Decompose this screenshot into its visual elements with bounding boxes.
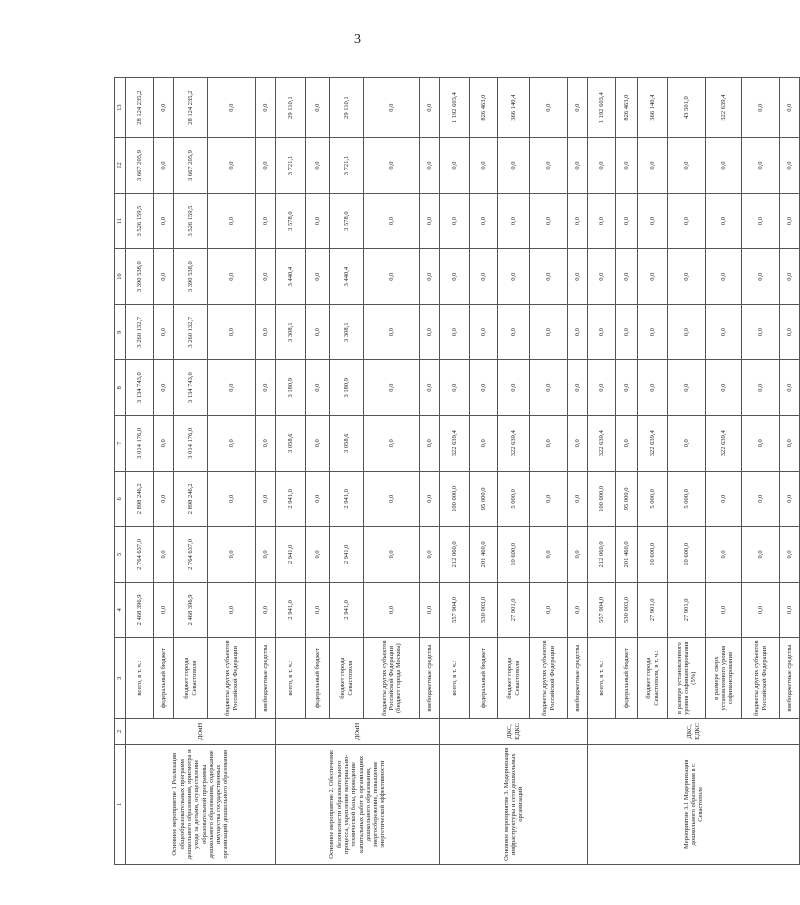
amount-cell: 0,0 (616, 249, 638, 305)
amount-cell: 0,0 (588, 360, 616, 416)
amount-cell: 0,0 (364, 471, 420, 527)
amount-cell: 0,0 (568, 416, 588, 472)
amount-cell: 0,0 (154, 471, 174, 527)
amount-cell: 0,0 (668, 138, 706, 194)
funding-source: федеральный бюджет (470, 638, 498, 719)
amount-cell: 0,0 (706, 360, 742, 416)
amount-cell: 0,0 (420, 304, 440, 360)
amount-cell: 3 721,1 (276, 138, 306, 194)
amount-cell: 322 639,4 (588, 416, 616, 472)
amount-cell: 0,0 (742, 138, 780, 194)
amount-cell: 0,0 (420, 78, 440, 138)
amount-cell: 0,0 (208, 416, 256, 472)
amount-cell: 0,0 (706, 138, 742, 194)
header-cell: 9 (115, 304, 126, 360)
amount-cell: 0,0 (154, 249, 174, 305)
amount-cell: 1 192 603,4 (440, 78, 470, 138)
header-cell: 7 (115, 416, 126, 472)
amount-cell: 0,0 (616, 304, 638, 360)
amount-cell: 3 721,1 (330, 138, 364, 194)
amount-cell: 0,0 (780, 360, 800, 416)
amount-cell: 3 390 538,0 (126, 249, 154, 305)
amount-cell: 366 140,4 (498, 78, 530, 138)
amount-cell: 2 898 246,2 (174, 471, 208, 527)
header-cell: 2 (115, 719, 126, 744)
amount-cell: 0,0 (568, 304, 588, 360)
event-executor: ДКС, ЕДКС (588, 719, 800, 744)
amount-cell: 2 941,0 (330, 527, 364, 583)
amount-cell: 530 003,0 (616, 582, 638, 638)
amount-cell: 0,0 (420, 527, 440, 583)
amount-cell: 0,0 (208, 78, 256, 138)
page-number: 3 (354, 32, 361, 47)
amount-cell: 28 124 235,2 (126, 78, 154, 138)
budget-table (114, 77, 800, 865)
amount-cell: 0,0 (364, 249, 420, 305)
amount-cell: 0,0 (588, 193, 616, 249)
event-name: Мероприятие 3.1 Модернизация дошкольного образования в г. Севастополе (588, 744, 800, 864)
amount-cell: 29 110,1 (276, 78, 306, 138)
amount-cell: 2 468 396,9 (126, 582, 154, 638)
amount-cell: 3 526 159,5 (174, 193, 208, 249)
funding-source: внебюджетные средства (568, 638, 588, 719)
amount-cell: 0,0 (530, 304, 568, 360)
amount-cell: 0,0 (440, 304, 470, 360)
amount-cell: 0,0 (256, 304, 276, 360)
amount-cell: 0,0 (306, 416, 330, 472)
amount-cell: 0,0 (616, 138, 638, 194)
amount-cell: 3 134 743,0 (174, 360, 208, 416)
amount-cell: 0,0 (440, 193, 470, 249)
amount-cell: 0,0 (470, 360, 498, 416)
funding-source: всего, в т. ч.: (440, 638, 470, 719)
amount-cell: 557 904,0 (588, 582, 616, 638)
funding-source: внебюджетные средства (780, 638, 800, 719)
amount-cell: 0,0 (306, 78, 330, 138)
amount-cell: 3 014 176,0 (126, 416, 154, 472)
funding-source: бюджеты других субъектов Российской Федерации (742, 638, 780, 719)
amount-cell: 0,0 (306, 471, 330, 527)
amount-cell: 0,0 (616, 193, 638, 249)
amount-cell: 0,0 (208, 193, 256, 249)
amount-cell: 0,0 (208, 471, 256, 527)
amount-cell: 0,0 (208, 304, 256, 360)
amount-cell: 3 440,4 (276, 249, 306, 305)
amount-cell: 0,0 (256, 249, 276, 305)
amount-cell: 322 639,4 (498, 416, 530, 472)
amount-cell: 0,0 (780, 249, 800, 305)
amount-cell: 0,0 (420, 193, 440, 249)
amount-cell: 0,0 (638, 249, 668, 305)
amount-cell: 0,0 (668, 360, 706, 416)
amount-cell: 826 463,0 (470, 78, 498, 138)
amount-cell: 0,0 (706, 527, 742, 583)
amount-cell: 201 460,0 (470, 527, 498, 583)
amount-cell: 100 000,0 (588, 471, 616, 527)
amount-cell: 0,0 (530, 527, 568, 583)
amount-cell: 5 000,0 (498, 471, 530, 527)
rotated-table-wrapper (114, 77, 793, 865)
amount-cell: 0,0 (470, 138, 498, 194)
amount-cell: 0,0 (256, 138, 276, 194)
amount-cell: 0,0 (706, 249, 742, 305)
amount-cell: 0,0 (568, 193, 588, 249)
amount-cell: 0,0 (706, 304, 742, 360)
amount-cell: 2 941,0 (276, 471, 306, 527)
amount-cell: 0,0 (742, 416, 780, 472)
amount-cell: 0,0 (440, 360, 470, 416)
amount-cell: 0,0 (668, 249, 706, 305)
funding-source: всего, в т. ч.: (588, 638, 616, 719)
amount-cell: 0,0 (256, 360, 276, 416)
amount-cell: 0,0 (530, 249, 568, 305)
amount-cell: 0,0 (306, 527, 330, 583)
amount-cell: 0,0 (364, 304, 420, 360)
funding-source: бюджет города Севастополя (174, 638, 208, 719)
amount-cell: 0,0 (440, 249, 470, 305)
amount-cell: 0,0 (470, 304, 498, 360)
amount-cell: 0,0 (780, 78, 800, 138)
amount-cell: 43 501,0 (668, 78, 706, 138)
funding-source: внебюджетные средства (256, 638, 276, 719)
amount-cell: 0,0 (154, 78, 174, 138)
amount-cell: 0,0 (420, 582, 440, 638)
amount-cell: 530 003,0 (470, 582, 498, 638)
amount-cell: 3 014 176,0 (174, 416, 208, 472)
amount-cell: 0,0 (364, 193, 420, 249)
amount-cell: 0,0 (154, 416, 174, 472)
amount-cell: 28 124 235,2 (174, 78, 208, 138)
amount-cell: 0,0 (568, 360, 588, 416)
amount-cell: 100 000,0 (440, 471, 470, 527)
amount-cell: 0,0 (742, 527, 780, 583)
amount-cell: 0,0 (498, 249, 530, 305)
amount-cell: 0,0 (742, 360, 780, 416)
amount-cell: 3 058,6 (276, 416, 306, 472)
amount-cell: 0,0 (742, 471, 780, 527)
amount-cell: 0,0 (256, 471, 276, 527)
amount-cell: 322 639,4 (706, 78, 742, 138)
amount-cell: 0,0 (256, 527, 276, 583)
amount-cell: 3 308,1 (330, 304, 364, 360)
table-row (126, 78, 154, 865)
amount-cell: 0,0 (638, 304, 668, 360)
amount-cell: 0,0 (306, 304, 330, 360)
amount-cell: 0,0 (588, 249, 616, 305)
amount-cell: 0,0 (154, 360, 174, 416)
amount-cell: 0,0 (154, 527, 174, 583)
amount-cell: 0,0 (530, 416, 568, 472)
amount-cell: 0,0 (616, 416, 638, 472)
event-name: Основное мероприятие 1 Реализация общеобразовательных программ дошкольного образования, присмотра и ухода за детьми, осуществление образовательной программы дошкольного образования, содержание имущества государственных организаций дошкольного образования (126, 744, 276, 864)
amount-cell: 0,0 (470, 249, 498, 305)
amount-cell: 3 308,1 (276, 304, 306, 360)
amount-cell: 0,0 (306, 360, 330, 416)
amount-cell: 826 463,0 (616, 78, 638, 138)
header-cell: 11 (115, 193, 126, 249)
event-name: Основное мероприятие 3. Модернизация инфраструктуры и сети дошкольных организаций (440, 744, 588, 864)
amount-cell: 366 140,4 (638, 78, 668, 138)
amount-cell: 0,0 (668, 193, 706, 249)
amount-cell: 2 941,0 (330, 471, 364, 527)
amount-cell: 0,0 (470, 193, 498, 249)
amount-cell: 201 460,0 (616, 527, 638, 583)
amount-cell: 95 000,0 (470, 471, 498, 527)
amount-cell: 0,0 (530, 582, 568, 638)
amount-cell: 0,0 (530, 360, 568, 416)
header-cell: 8 (115, 360, 126, 416)
amount-cell: 3 667 205,9 (126, 138, 154, 194)
amount-cell: 0,0 (742, 304, 780, 360)
amount-cell: 0,0 (568, 78, 588, 138)
amount-cell: 0,0 (208, 360, 256, 416)
header-cell: 13 (115, 78, 126, 138)
amount-cell: 29 110,1 (330, 78, 364, 138)
amount-cell: 0,0 (498, 193, 530, 249)
amount-cell: 0,0 (420, 471, 440, 527)
amount-cell: 0,0 (588, 138, 616, 194)
amount-cell: 3 667 205,9 (174, 138, 208, 194)
amount-cell: 0,0 (706, 582, 742, 638)
amount-cell: 0,0 (638, 138, 668, 194)
amount-cell: 0,0 (364, 360, 420, 416)
amount-cell: 0,0 (742, 249, 780, 305)
amount-cell: 0,0 (420, 416, 440, 472)
funding-source: в размере установленного уровня софинансирования (5%) (668, 638, 706, 719)
amount-cell: 0,0 (154, 138, 174, 194)
amount-cell: 0,0 (706, 471, 742, 527)
amount-cell: 212 060,0 (588, 527, 616, 583)
amount-cell: 322 639,4 (440, 416, 470, 472)
amount-cell: 2 941,0 (276, 582, 306, 638)
funding-source: бюджет города Севастополя (330, 638, 364, 719)
amount-cell: 0,0 (742, 582, 780, 638)
amount-cell: 3 260 132,7 (174, 304, 208, 360)
amount-cell: 3 058,6 (330, 416, 364, 472)
funding-source: федеральный бюджет (616, 638, 638, 719)
amount-cell: 0,0 (256, 416, 276, 472)
funding-source: федеральный бюджет (306, 638, 330, 719)
amount-cell: 0,0 (208, 582, 256, 638)
header-cell: 1 (115, 744, 126, 864)
event-executor: ДОиН (126, 719, 276, 744)
header-cell: 6 (115, 471, 126, 527)
table-row (276, 78, 306, 865)
amount-cell: 0,0 (616, 360, 638, 416)
amount-cell: 3 390 538,0 (174, 249, 208, 305)
amount-cell: 3 134 743,0 (126, 360, 154, 416)
amount-cell: 3 180,9 (276, 360, 306, 416)
header-cell: 4 (115, 582, 126, 638)
amount-cell: 0,0 (780, 304, 800, 360)
amount-cell: 5 000,0 (668, 471, 706, 527)
amount-cell: 0,0 (742, 78, 780, 138)
amount-cell: 2 898 246,2 (126, 471, 154, 527)
amount-cell: 10 600,0 (638, 527, 668, 583)
amount-cell: 0,0 (588, 304, 616, 360)
amount-cell: 0,0 (780, 527, 800, 583)
amount-cell: 2 764 637,0 (174, 527, 208, 583)
amount-cell: 0,0 (306, 582, 330, 638)
amount-cell: 0,0 (470, 416, 498, 472)
amount-cell: 0,0 (638, 360, 668, 416)
amount-cell: 2 764 637,0 (126, 527, 154, 583)
amount-cell: 0,0 (780, 471, 800, 527)
amount-cell: 2 941,0 (276, 527, 306, 583)
amount-cell: 0,0 (364, 582, 420, 638)
amount-cell: 0,0 (530, 138, 568, 194)
amount-cell: 0,0 (420, 138, 440, 194)
amount-cell: 2 468 396,9 (174, 582, 208, 638)
amount-cell: 0,0 (154, 582, 174, 638)
amount-cell: 0,0 (420, 360, 440, 416)
table-row (588, 78, 616, 865)
amount-cell: 0,0 (256, 582, 276, 638)
amount-cell: 0,0 (498, 360, 530, 416)
amount-cell: 0,0 (420, 249, 440, 305)
amount-cell: 557 904,0 (440, 582, 470, 638)
amount-cell: 0,0 (780, 193, 800, 249)
amount-cell: 0,0 (568, 138, 588, 194)
amount-cell: 0,0 (638, 193, 668, 249)
amount-cell: 0,0 (668, 416, 706, 472)
funding-source: бюджеты других субъектов Российской Федерации (208, 638, 256, 719)
amount-cell: 0,0 (780, 416, 800, 472)
amount-cell: 0,0 (208, 138, 256, 194)
amount-cell: 0,0 (154, 193, 174, 249)
amount-cell: 3 440,4 (330, 249, 364, 305)
amount-cell: 1 192 603,4 (588, 78, 616, 138)
funding-source: бюджеты других субъектов Российской Федерации (бюджет города Москвы) (364, 638, 420, 719)
funding-source: бюджет города Севастополя (498, 638, 530, 719)
amount-cell: 3 578,0 (276, 193, 306, 249)
amount-cell: 0,0 (208, 249, 256, 305)
header-row (115, 78, 126, 865)
event-executor: ДОиН (276, 719, 440, 744)
amount-cell: 0,0 (568, 249, 588, 305)
amount-cell: 3 260 132,7 (126, 304, 154, 360)
amount-cell: 0,0 (530, 193, 568, 249)
amount-cell: 0,0 (256, 78, 276, 138)
funding-source: в размере сверх установленного уровня софинансирования (706, 638, 742, 719)
funding-source: внебюджетные средства (420, 638, 440, 719)
amount-cell: 0,0 (742, 193, 780, 249)
amount-cell: 0,0 (306, 138, 330, 194)
amount-cell: 27 901,0 (638, 582, 668, 638)
amount-cell: 2 941,0 (330, 582, 364, 638)
amount-cell: 0,0 (208, 527, 256, 583)
amount-cell: 0,0 (498, 138, 530, 194)
amount-cell: 0,0 (440, 138, 470, 194)
header-cell: 3 (115, 638, 126, 719)
amount-cell: 0,0 (256, 193, 276, 249)
amount-cell: 10 600,0 (498, 527, 530, 583)
amount-cell: 0,0 (780, 582, 800, 638)
amount-cell: 10 600,0 (668, 527, 706, 583)
amount-cell: 212 060,0 (440, 527, 470, 583)
amount-cell: 3 578,0 (330, 193, 364, 249)
event-executor: ДКС, ЕДКС (440, 719, 588, 744)
amount-cell: 95 000,0 (616, 471, 638, 527)
funding-source: бюджеты других субъектов Российской Федерации (530, 638, 568, 719)
funding-source: бюджет города Севастополя, в т. ч.: (638, 638, 668, 719)
amount-cell: 0,0 (364, 78, 420, 138)
amount-cell: 0,0 (306, 249, 330, 305)
amount-cell: 5 000,0 (638, 471, 668, 527)
amount-cell: 322 639,4 (638, 416, 668, 472)
header-cell: 5 (115, 527, 126, 583)
funding-source: федеральный бюджет (154, 638, 174, 719)
amount-cell: 0,0 (568, 582, 588, 638)
amount-cell: 0,0 (780, 138, 800, 194)
header-cell: 12 (115, 138, 126, 194)
amount-cell: 0,0 (364, 138, 420, 194)
amount-cell: 0,0 (364, 416, 420, 472)
amount-cell: 27 901,0 (668, 582, 706, 638)
amount-cell: 0,0 (306, 193, 330, 249)
amount-cell: 0,0 (668, 304, 706, 360)
amount-cell: 27 901,0 (498, 582, 530, 638)
amount-cell: 0,0 (498, 304, 530, 360)
amount-cell: 0,0 (530, 471, 568, 527)
amount-cell: 0,0 (154, 304, 174, 360)
table-row (440, 78, 470, 865)
event-name: Основное мероприятие 2. Обеспечение безопасности образовательного процесса, укрепление материально-технической базы, проведение капитальных работ в организациях дошкольного образования, энергосбережение, повышение энергетической эффективности (276, 744, 440, 864)
amount-cell: 0,0 (706, 193, 742, 249)
funding-source: всего, в т. ч.: (276, 638, 306, 719)
amount-cell: 322 639,4 (706, 416, 742, 472)
amount-cell: 0,0 (530, 78, 568, 138)
amount-cell: 0,0 (568, 471, 588, 527)
amount-cell: 0,0 (364, 527, 420, 583)
header-cell: 10 (115, 249, 126, 305)
amount-cell: 3 180,9 (330, 360, 364, 416)
funding-source: всего, в т. ч.: (126, 638, 154, 719)
amount-cell: 0,0 (568, 527, 588, 583)
amount-cell: 3 526 159,5 (126, 193, 154, 249)
